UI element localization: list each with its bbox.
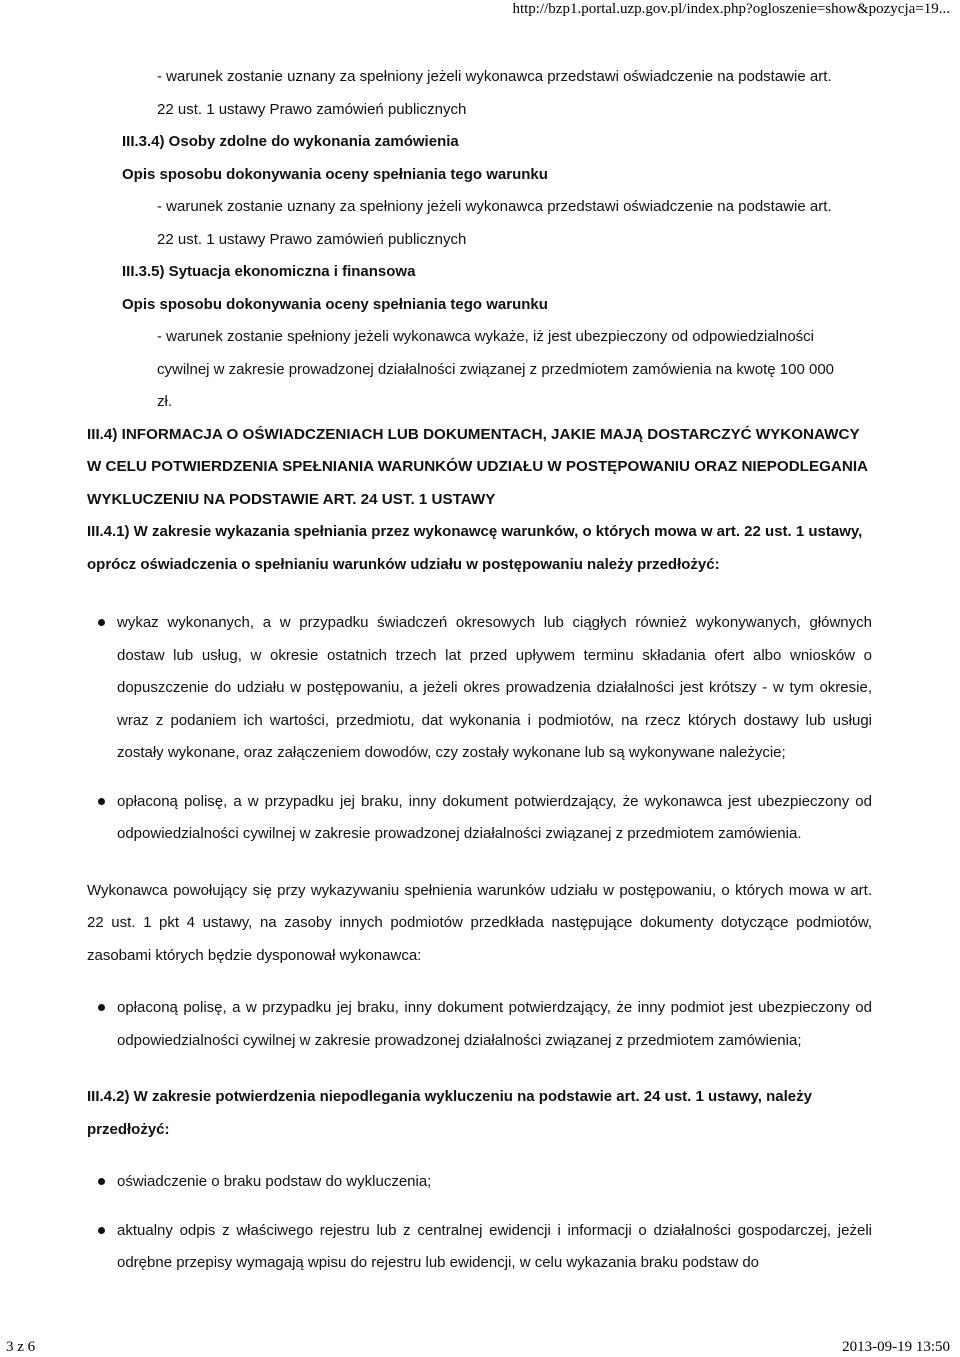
text-line: - warunek zostanie uznany za spełniony jeżeli wykonawca przedstawi oświadczenie na podstawie art. bbox=[157, 198, 832, 215]
bullet-list bbox=[87, 607, 872, 851]
document-content bbox=[87, 61, 872, 1280]
text-line: zł. bbox=[157, 393, 172, 410]
list-item bbox=[87, 992, 872, 1057]
section-heading-iii-3-5: III.3.5) Sytuacja ekonomiczna i finansowa bbox=[122, 263, 416, 280]
bullet-list bbox=[87, 1166, 872, 1280]
list-item bbox=[87, 1215, 872, 1280]
text-line: 22 ust. 1 ustawy Prawo zamówień publicznych bbox=[157, 100, 467, 118]
bullet-icon bbox=[98, 1178, 105, 1185]
list-item-text: opłaconą polisę, a w przypadku jej braku, inny dokument potwierdzający, że wykonawca jest ubezpieczony od odpowiedzialności cywilnej w zakresie prowadzonej działalności związanej z przedmiotem zamówienia. bbox=[117, 792, 872, 842]
bullet-icon bbox=[98, 1004, 105, 1011]
bullet-icon bbox=[98, 798, 105, 805]
page-number: 3 z 6 bbox=[6, 1339, 36, 1355]
list-item bbox=[87, 1166, 872, 1199]
print-header-url: http://bzp1.portal.uzp.gov.pl/index.php?ogloszenie=show&pozycja=19... bbox=[512, 1, 950, 17]
list-item bbox=[87, 607, 872, 770]
paragraph: Wykonawca powołujący się przy wykazywaniu spełnienia warunków udziału w postępowaniu, o których mowa w art. 22 ust. 1 pkt 4 ustawy, na zasoby innych podmiotów przedkłada następujące dokumenty dotyczące podmiotów, zasobami których będzie dysponował wykonawca: bbox=[87, 881, 872, 964]
text-line: - warunek zostanie uznany za spełniony jeżeli wykonawca przedstawi oświadczenie na podstawie art. bbox=[157, 68, 832, 85]
list-item-text: oświadczenie o braku podstaw do wykluczenia; bbox=[117, 1173, 432, 1190]
list-item-text: aktualny odpis z właściwego rejestru lub z centralnej ewidencji i informacji o działalności gospodarczej, jeżeli odrębne przepisy wymagają wpisu do rejestru lub ewidencji, w celu wykazania braku podstaw do bbox=[117, 1221, 872, 1271]
bullet-icon bbox=[98, 619, 105, 626]
list-item bbox=[87, 786, 872, 851]
text-line: 22 ust. 1 ustawy Prawo zamówień publicznych bbox=[157, 230, 467, 248]
list-item-text: wykaz wykonanych, a w przypadku świadczeń okresowych lub ciągłych również wykonywanych, głównych dostaw lub usług, w okresie ostatnich trzech lat przed upływem terminu składania ofert albo wniosków o dopuszczenie do udziału w postępowaniu, a jeżeli okres prowadzenia działalności jest krótszy - w tym okresie, wraz z podaniem ich wartości, przedmiotu, dat wykonania i podmiotów, na rzecz których dostawy lub usługi zostały wykonane, oraz załączeniem dowodów, czy zostały wykonane lub są wykonywane należycie; bbox=[117, 614, 872, 761]
section-heading-iii-4: III.4) INFORMACJA O OŚWIADCZENIACH LUB DOKUMENTACH, JAKIE MAJĄ DOSTARCZYĆ WYKONAWCY W CELU POTWIERDZENIA SPEŁNIANIA WARUNKÓW UDZIAŁU W POSTĘPOWANIU ORAZ NIEPODLEGANIA WYKLUCZENIU NA PODSTAWIE ART. 24 UST. 1 USTAWY bbox=[87, 425, 868, 508]
list-item-text: opłaconą polisę, a w przypadku jej braku, inny dokument potwierdzający, że inny podmiot jest ubezpieczony od odpowiedzialności cywilnej w zakresie prowadzonej działalności związanej z przedmiotem zamówienia; bbox=[117, 999, 872, 1049]
section-heading-iii-3-4: III.3.4) Osoby zdolne do wykonania zamówienia bbox=[122, 133, 459, 150]
section-subheading: Opis sposobu dokonywania oceny spełniania tego warunku bbox=[122, 295, 548, 313]
section-heading-iii-4-2: III.4.2) W zakresie potwierdzenia niepodlegania wykluczeniu na podstawie art. 24 ust. 1 ustawy, należy przedłożyć: bbox=[87, 1088, 812, 1138]
text-line: - warunek zostanie spełniony jeżeli wykonawca wykaże, iż jest ubezpieczony od odpowiedzialności bbox=[157, 328, 815, 345]
section-heading-iii-4-1: III.4.1) W zakresie wykazania spełniania przez wykonawcę warunków, o których mowa w art. 22 ust. 1 ustawy, oprócz oświadczenia o spełnianiu warunków udziału w postępowaniu należy przedłożyć: bbox=[87, 523, 863, 573]
bullet-icon bbox=[98, 1227, 105, 1234]
section-subheading: Opis sposobu dokonywania oceny spełniania tego warunku bbox=[122, 165, 548, 183]
print-datetime: 2013-09-19 13:50 bbox=[842, 1339, 950, 1355]
text-line: cywilnej w zakresie prowadzonej działalności związanej z przedmiotem zamówienia na kwotę 100 000 bbox=[157, 360, 834, 378]
bullet-list bbox=[87, 992, 872, 1057]
